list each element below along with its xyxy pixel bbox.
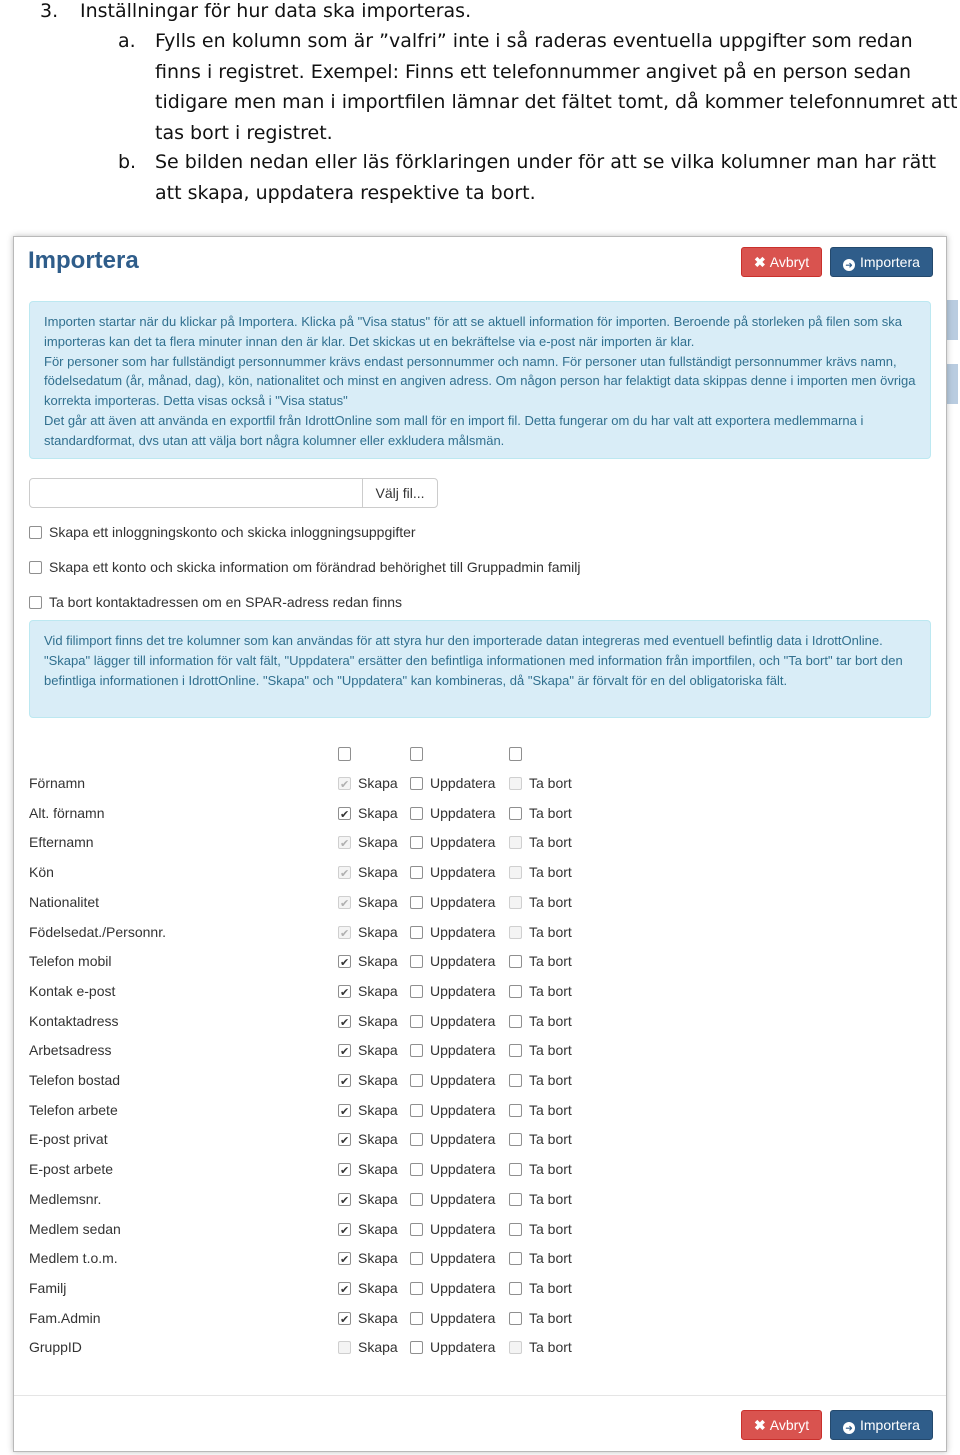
info-paragraph: Vid filimport finns det tre kolumner som kan användas för att styra hur den importerade datan integreras med eventuell befintlig data i IdrottOnline. "Skapa" lägger till information för valt fält, "Uppdatera" ersätter den befintliga informationen med information från importfilen, och "Ta bort" tar bort den befintliga informationen i IdrottOnline. "Skapa" och "Uppdatera" kan kombineras, då "Skapa" är förvalt för en del obligatoriska fält. [44,633,903,688]
create-option[interactable] [338,1011,398,1031]
update-label: Uppdatera [430,1161,496,1178]
delete-checkbox[interactable] [509,1223,522,1236]
delete-checkbox[interactable] [509,1133,522,1146]
update-option[interactable] [410,1337,495,1357]
create-checkbox[interactable] [338,1104,351,1117]
step-number: 3. [40,0,59,22]
cancel-button[interactable] [741,1410,822,1440]
update-label: Uppdatera [430,1339,496,1356]
info-box-import [29,301,931,459]
delete-checkbox [509,1341,522,1354]
option-label: Skapa ett konto och skicka information om förändrad behörighet till Gruppadmin familj [49,559,581,575]
list-text-a: Fylls en kolumn som är ”valfri” inte i så raderas eventuella uppgifter som redan finns i registret. Exempel: Finns ett telefonnummer angivet på en person sedan tidigare men man i importfilen lämnar det fältet tomt, då kommer telefonnumret att tas bort i registret. [155,30,958,144]
background-block [946,364,958,404]
update-checkbox[interactable] [410,1282,423,1295]
cancel-label: Avbryt [769,254,810,270]
create-checkbox [338,836,351,849]
delete-label: Ta bort [529,1250,572,1267]
update-checkbox[interactable] [410,1341,423,1354]
field-label: Familj [29,1279,67,1296]
delete-label: Ta bort [529,864,572,881]
update-label: Uppdatera [430,1250,496,1267]
create-label: Skapa [358,1161,398,1178]
update-option[interactable] [410,1070,495,1090]
create-option[interactable] [338,1189,398,1209]
create-option [338,922,398,942]
delete-checkbox[interactable] [509,1104,522,1117]
update-label: Uppdatera [430,834,496,851]
create-label: Skapa [358,1309,398,1326]
update-option[interactable] [410,832,495,852]
delete-label: Ta bort [529,1131,572,1148]
close-icon: ✖ [754,1417,766,1433]
create-label: Skapa [358,1339,398,1356]
delete-checkbox[interactable] [509,1312,522,1325]
option-remove-contact-address[interactable] [29,593,402,611]
update-checkbox[interactable] [410,1163,423,1176]
delete-checkbox [509,777,522,790]
field-row [14,1100,946,1120]
delete-option[interactable] [509,1070,572,1090]
field-label: Kontak e-post [29,982,116,999]
create-checkbox[interactable] [338,1252,351,1265]
delete-label: Ta bort [529,1279,572,1296]
create-label: Skapa [358,1101,398,1118]
create-label: Skapa [358,893,398,910]
update-option[interactable] [410,1159,495,1179]
delete-checkbox[interactable] [509,807,522,820]
create-label: Skapa [358,864,398,881]
update-option[interactable] [410,1100,495,1120]
field-row [14,1337,946,1357]
create-checkbox[interactable] [338,1044,351,1057]
create-option[interactable] [338,1100,398,1120]
select-all-delete-checkbox[interactable] [509,747,522,761]
update-label: Uppdatera [430,1190,496,1207]
field-row [14,1219,946,1239]
create-checkbox[interactable] [338,1312,351,1325]
field-label: Medlem sedan [29,1220,121,1237]
delete-label: Ta bort [529,804,572,821]
import-button[interactable] [830,247,933,277]
delete-option[interactable] [509,1159,572,1179]
field-label: E-post arbete [29,1161,114,1178]
field-label: Alt. förnamn [29,804,105,821]
update-checkbox[interactable] [410,866,423,879]
update-checkbox[interactable] [410,1312,423,1325]
create-option [338,892,398,912]
update-option[interactable] [410,892,495,912]
update-checkbox[interactable] [410,836,423,849]
list-item-b [118,147,958,208]
create-checkbox[interactable] [338,1223,351,1236]
info-paragraph: Importen startar när du klickar på Importera. Klicka på "Visa status" för att se aktuell information för importen. Beroende på storleken på filen som ska importeras kan det ta flera minuter innan den är klar. Det skickas ut en bekräftelse via e-post när importen är klar. [44,314,903,349]
delete-label: Ta bort [529,1339,572,1356]
option-checkbox[interactable] [29,596,42,609]
delete-option [509,892,572,912]
field-label: Medlemsnr. [29,1190,102,1207]
create-option[interactable] [338,1040,398,1060]
update-label: Uppdatera [430,923,496,940]
close-icon: ✖ [754,254,766,270]
delete-label: Ta bort [529,1072,572,1088]
update-option[interactable] [410,1219,495,1239]
delete-checkbox[interactable] [509,1252,522,1265]
create-label: Skapa [358,1190,398,1207]
field-label: Födelsedat./Personnr. [29,923,166,940]
delete-checkbox[interactable] [509,1193,522,1206]
file-picker [29,478,438,508]
delete-checkbox[interactable] [509,955,522,968]
create-label: Skapa [358,1220,398,1237]
update-label: Uppdatera [430,804,496,821]
update-option[interactable] [410,922,495,942]
option-label: Skapa ett inloggningskonto och skicka inloggningsuppgifter [49,524,416,540]
update-option[interactable] [410,862,495,882]
create-option[interactable] [338,1070,398,1090]
field-row [14,922,946,942]
field-label: Arbetsadress [29,1042,112,1059]
option-create-login[interactable] [29,523,416,541]
delete-option[interactable] [509,803,572,823]
update-label: Uppdatera [430,1279,496,1296]
create-label: Skapa [358,775,398,791]
field-row [14,862,946,882]
create-option [338,862,398,882]
delete-label: Ta bort [529,953,572,970]
create-checkbox [338,896,351,909]
select-all-create-checkbox[interactable] [338,747,351,761]
field-label: Fam.Admin [29,1309,101,1326]
delete-label: Ta bort [529,1190,572,1207]
update-checkbox[interactable] [410,1044,423,1057]
update-label: Uppdatera [430,1072,496,1088]
field-label: Telefon mobil [29,953,112,970]
create-option [338,832,398,852]
list-letter-b: b. [118,151,137,173]
delete-option[interactable] [509,1100,572,1120]
update-option[interactable] [410,1129,495,1149]
create-checkbox[interactable] [338,1015,351,1028]
update-label: Uppdatera [430,775,496,791]
create-label: Skapa [358,923,398,940]
field-label: E-post privat [29,1131,108,1148]
create-checkbox [338,866,351,879]
delete-option[interactable] [509,1278,572,1298]
update-checkbox[interactable] [410,1193,423,1206]
create-label: Skapa [358,982,398,999]
delete-option[interactable] [509,1011,572,1031]
delete-checkbox[interactable] [509,1015,522,1028]
create-checkbox[interactable] [338,1133,351,1146]
update-checkbox[interactable] [410,777,423,790]
import-label: Importera [860,254,920,270]
delete-option [509,1337,572,1357]
update-option[interactable] [410,1248,495,1268]
create-checkbox[interactable] [338,1282,351,1295]
delete-option[interactable] [509,1040,572,1060]
field-row [14,981,946,1001]
create-checkbox[interactable] [338,1193,351,1206]
field-row [14,1278,946,1298]
delete-checkbox[interactable] [509,1044,522,1057]
update-option[interactable] [410,1278,495,1298]
update-label: Uppdatera [430,864,496,881]
delete-option[interactable] [509,951,572,971]
update-option[interactable] [410,1040,495,1060]
select-all-update-checkbox[interactable] [410,747,423,761]
delete-option [509,773,572,793]
create-checkbox [338,1341,351,1354]
update-checkbox[interactable] [410,807,423,820]
delete-option [509,862,572,882]
delete-checkbox[interactable] [509,1163,522,1176]
delete-label: Ta bort [529,1101,572,1118]
delete-label: Ta bort [529,1220,572,1237]
modal-footer [14,1395,946,1453]
choose-file-button[interactable]: Välj fil... [362,478,438,508]
update-checkbox[interactable] [410,1252,423,1265]
field-row [14,803,946,823]
delete-label: Ta bort [529,923,572,940]
info-paragraph: Det går att även att använda en exportfil från IdrottOnline som mall för en import fil. Detta fungerar om du har valt att exportera medlemmarna i standardformat, dvs utan att välja bort några kolumner eller exkludera målsmän. [44,412,864,448]
delete-option[interactable] [509,1219,572,1239]
field-label: Medlem t.o.m. [29,1250,118,1267]
file-path-input[interactable] [29,478,363,508]
step-heading [40,0,471,22]
update-checkbox[interactable] [410,1015,423,1028]
cancel-button[interactable] [741,247,822,277]
field-label: Förnamn [29,775,86,791]
field-label: Nationalitet [29,893,100,910]
update-option[interactable] [410,773,495,793]
delete-label: Ta bort [529,893,572,910]
import-label: Importera [860,1417,920,1433]
delete-option [509,922,572,942]
update-label: Uppdatera [430,893,496,910]
delete-option[interactable] [509,1189,572,1209]
field-label: Efternamn [29,834,94,851]
create-option[interactable] [338,1248,398,1268]
create-option[interactable] [338,803,398,823]
update-option[interactable] [410,803,495,823]
option-label: Ta bort kontaktadressen om en SPAR-adress redan finns [49,594,403,610]
update-option[interactable] [410,1189,495,1209]
delete-label: Ta bort [529,1042,572,1059]
create-label: Skapa [358,1042,398,1059]
update-label: Uppdatera [430,982,496,999]
update-option[interactable] [410,981,495,1001]
arrow-circle-icon: ➜ [843,1422,855,1434]
create-label: Skapa [358,834,398,851]
list-item-a [118,26,958,148]
list-text-b: Se bilden nedan eller läs förklaringen under för att se vilka kolumner man har rätt att skapa, uppdatera respektive ta bort. [155,151,937,204]
delete-checkbox [509,866,522,879]
create-label: Skapa [358,1012,398,1029]
modal-title: Importera [28,247,139,274]
create-option [338,1337,398,1357]
update-label: Uppdatera [430,1012,496,1029]
delete-checkbox [509,896,522,909]
step-title: Inställningar för hur data ska importeras. [80,0,472,22]
field-row [14,832,946,852]
update-label: Uppdatera [430,953,496,970]
create-option[interactable] [338,981,398,1001]
create-option[interactable] [338,1159,398,1179]
update-checkbox[interactable] [410,1074,423,1087]
option-checkbox[interactable] [29,526,42,539]
update-checkbox[interactable] [410,1104,423,1117]
field-row [14,1308,946,1328]
delete-option[interactable] [509,1248,572,1268]
delete-checkbox [509,836,522,849]
field-row [14,1040,946,1060]
create-label: Skapa [358,1250,398,1267]
field-label: GruppID [29,1339,82,1356]
field-label: Telefon bostad [29,1072,121,1088]
delete-label: Ta bort [529,982,572,999]
info-box-columns [29,620,931,718]
delete-option[interactable] [509,1129,572,1149]
create-checkbox [338,777,351,790]
create-option[interactable] [338,1219,398,1239]
modal-header [14,237,946,289]
background-page-edge [946,300,960,400]
create-label: Skapa [358,1072,398,1088]
field-row [14,773,946,793]
update-checkbox[interactable] [410,896,423,909]
update-label: Uppdatera [430,1101,496,1118]
update-label: Uppdatera [430,1042,496,1059]
import-modal [13,236,947,1452]
update-checkbox[interactable] [410,1133,423,1146]
update-checkbox[interactable] [410,926,423,939]
create-label: Skapa [358,1131,398,1148]
update-option[interactable] [410,951,495,971]
field-row [14,1189,946,1209]
option-create-account-family[interactable] [29,558,581,576]
create-option[interactable] [338,1278,398,1298]
delete-label: Ta bort [529,1309,572,1326]
create-option[interactable] [338,1129,398,1149]
delete-checkbox [509,926,522,939]
create-label: Skapa [358,804,398,821]
update-label: Uppdatera [430,1131,496,1148]
delete-option [509,832,572,852]
create-option[interactable] [338,1308,398,1328]
field-row [14,1248,946,1268]
field-row [14,1129,946,1149]
create-checkbox[interactable] [338,955,351,968]
delete-checkbox[interactable] [509,985,522,998]
arrow-circle-icon: ➜ [843,259,855,271]
delete-label: Ta bort [529,834,572,851]
field-row [14,1070,946,1090]
field-row [14,892,946,912]
create-checkbox[interactable] [338,1074,351,1087]
background-block [946,300,958,340]
update-checkbox[interactable] [410,1223,423,1236]
create-option [338,773,398,793]
update-checkbox[interactable] [410,985,423,998]
create-label: Skapa [358,953,398,970]
field-label: Kontaktadress [29,1012,119,1029]
field-row [14,1159,946,1179]
create-checkbox[interactable] [338,1163,351,1176]
update-option[interactable] [410,1011,495,1031]
field-label: Kön [29,864,54,881]
delete-option[interactable] [509,981,572,1001]
delete-label: Ta bort [529,775,572,791]
update-checkbox[interactable] [410,955,423,968]
field-label: Telefon arbete [29,1101,118,1118]
cancel-label: Avbryt [769,1417,810,1433]
delete-option[interactable] [509,1308,572,1328]
create-label: Skapa [358,1279,398,1296]
create-checkbox [338,926,351,939]
update-label: Uppdatera [430,1220,496,1237]
delete-checkbox[interactable] [509,1282,522,1295]
delete-checkbox[interactable] [509,1074,522,1087]
info-paragraph: För personer som har fullständigt personnummer krävs endast personnummer och namn. För personer utan fullständigt personnummer krävs namn, födelsedatum (år, månad, dag), kön, nationalitet och minst en angiven adress. Om någon person har felaktigt data skippas denne i importen men övriga korrekta importeras. Detta visas också i "Visa status" [44,353,916,409]
delete-label: Ta bort [529,1161,572,1178]
update-label: Uppdatera [430,1309,496,1326]
list-letter-a: a. [118,30,136,52]
create-checkbox[interactable] [338,807,351,820]
import-button[interactable] [830,1410,933,1440]
create-checkbox[interactable] [338,985,351,998]
update-option[interactable] [410,1308,495,1328]
field-row [14,1011,946,1031]
delete-label: Ta bort [529,1012,572,1029]
option-checkbox[interactable] [29,561,42,574]
field-row [14,951,946,971]
create-option[interactable] [338,951,398,971]
